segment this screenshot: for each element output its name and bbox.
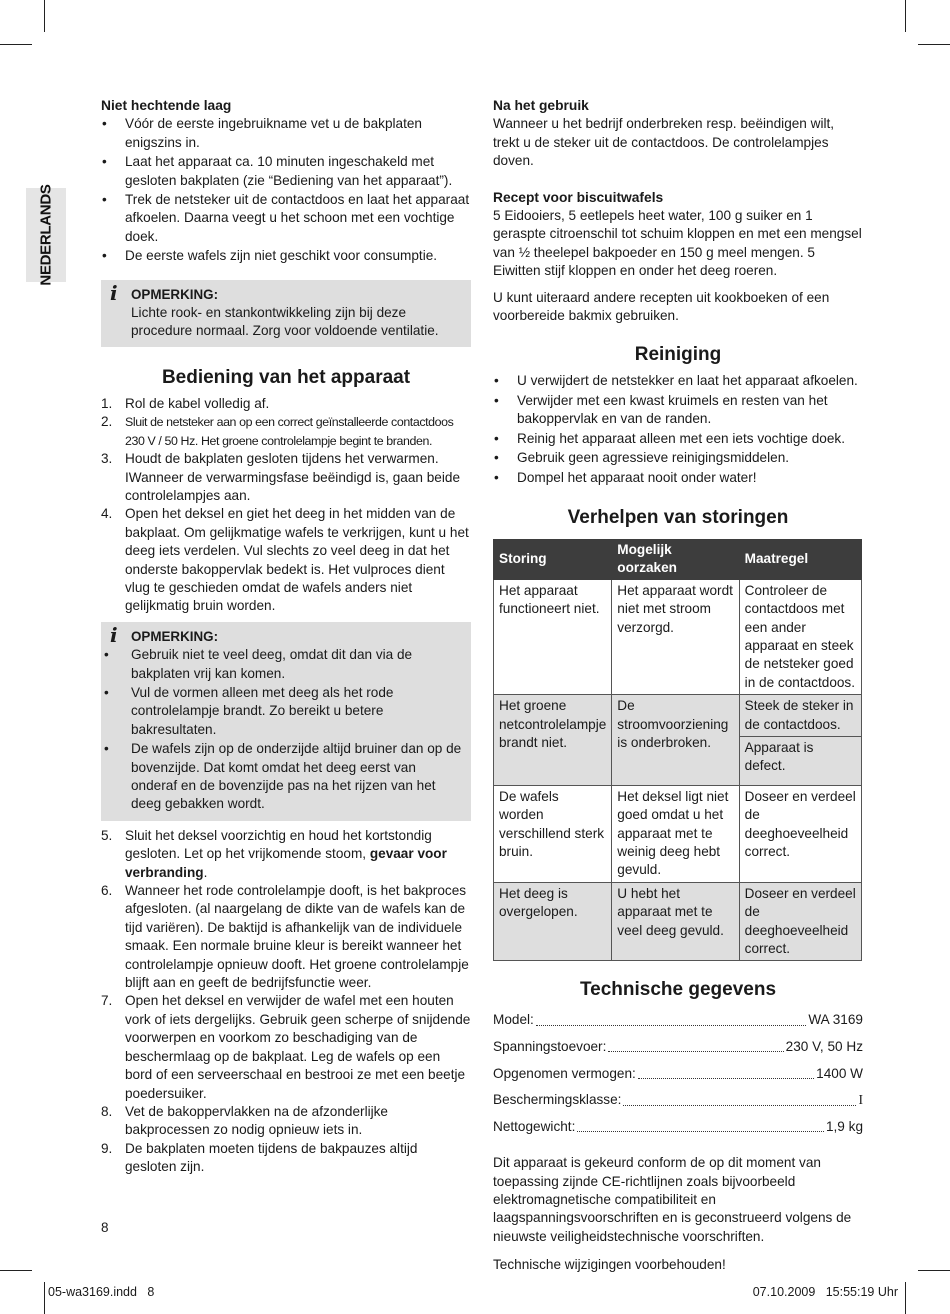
crop-mark (44, 0, 45, 32)
list-item: 3. Houdt de bakplaten gesloten tijdens het verwarmen. IWanneer de verwarmingsfase beëindigd is, gaan beide controlelampjes aan. (101, 451, 461, 503)
spec-label: Nettogewicht: (493, 1118, 576, 1134)
list-item: • U verwijdert de netstekker en laat het apparaat afkoelen. (493, 372, 863, 390)
changes-text: Technische wijzigingen voorbehouden! (493, 1257, 726, 1273)
note-list (103, 646, 465, 814)
leader-dots (536, 1025, 807, 1026)
spec-row (493, 1065, 863, 1083)
spec-value: 1,9 kg (825, 1118, 863, 1134)
section-title-technical-data: Technische gegevens (579, 979, 777, 1001)
table-cell: Het deeg is overgelopen. (494, 882, 612, 961)
leader-dots (577, 1131, 824, 1132)
table-row (494, 882, 862, 961)
spec-row (493, 1091, 863, 1109)
table-row (494, 695, 862, 737)
spec-value: WA 3169 (808, 1012, 863, 1028)
spec-label: Model: (493, 1012, 534, 1028)
list-item: • Reinig het apparaat alleen met een iets vochtige doek. (493, 430, 863, 448)
list-item: • Gebruik niet te veel deeg, omdat dit dan via de bakplaten vrij kan komen. (103, 646, 465, 683)
non-stick-list (101, 115, 471, 265)
table-cell: U hebt het apparaat met te veel deeg gevuld. (612, 882, 739, 961)
operation-steps (101, 395, 471, 616)
section-title-non-stick: Niet hechtende laag (101, 98, 232, 113)
left-column (101, 97, 471, 1177)
list-item: • Vóór de eerste ingebruikname vet u de bakplaten enigszins in. (101, 115, 471, 152)
spec-row (493, 1038, 863, 1056)
list-item: • De wafels zijn op de onderzijde altijd bruiner dan op de bovenzijde. Dat komt omdat het deeg eerst van onderaf en de bovenzijde pas na het rijzen van het deeg gebakken wordt. (103, 740, 465, 814)
note-title: OPMERKING: (131, 286, 219, 302)
info-icon: i (110, 280, 118, 305)
recipe-text: 5 Eidooiers, 5 eetlepels heet water, 100 g suiker en 1 geraspte citroenschil tot schuim kloppen en met een mengsel van ½ theelepel bakpoeder en 150 g meel mengen. 5 Eiwitten stijf kloppen en onder het deeg roeren. (493, 208, 862, 279)
right-column (493, 97, 863, 1275)
spec-label: Spanningstoevoer: (493, 1039, 607, 1055)
table-cell: Het deksel ligt niet goed omdat u het apparaat met te weinig deeg hebt gevuld. (612, 785, 739, 882)
spec-label: Opgenomen vermogen: (493, 1065, 636, 1081)
table-cell: Apparaat is defect. (739, 736, 861, 785)
after-use-text: Wanneer u het bedrijf onderbreken resp. beëindigen wilt, trekt u de steker uit de contactdoos. De controlelampjes doven. (493, 116, 835, 169)
operation-steps-continued (101, 827, 471, 1177)
table-header: Mogelijk oorzaken (612, 539, 739, 579)
note-box (101, 280, 471, 347)
troubleshooting-table (493, 539, 862, 962)
section-title-operation: Bediening van het apparaat (161, 366, 411, 388)
crop-mark (905, 1282, 906, 1314)
table-cell: Het groene netcontrolelampje brandt niet. (494, 695, 612, 786)
list-item: 9. De bakplaten moeten tijdens de bakpauzes altijd gesloten zijn. (101, 1140, 418, 1175)
section-title-troubleshooting: Verhelpen van storingen (567, 506, 789, 528)
table-cell: De wafels worden verschillend sterk bruin. (494, 785, 612, 882)
table-header-row (494, 539, 862, 579)
table-header: Maatregel (739, 539, 861, 579)
table-cell: Doseer en verdeel de deeghoeveelheid correct. (739, 785, 861, 882)
table-cell: Het apparaat wordt niet met stroom verzorgd. (612, 579, 739, 694)
table-row (494, 579, 862, 694)
footer-file: 05-wa3169.indd 8 (48, 1285, 155, 1299)
list-item: 7. Open het deksel en verwijder de wafel met een houten vork of iets dergelijks. Gebruik geen scherpe of snijdende voorwerpen en voorkom zo beschadiging van de beschermlaag op de bakplaat. Leg de wafels op een bord of een serveerschaal en bestrooi ze met een beetje poedersuiker. (101, 993, 471, 1101)
spec-list (493, 1011, 863, 1136)
spec-value: I (858, 1092, 863, 1108)
table-cell: Doseer en verdeel de deeghoeveelheid correct. (739, 882, 861, 961)
crop-mark (44, 1282, 45, 1314)
table-row (494, 785, 862, 882)
language-tab-label: NEDERLANDS (37, 184, 55, 286)
list-item: • Vul de vormen alleen met deeg als het rode controlelampje brandt. Zo bereikt u betere bakresultaten. (103, 684, 465, 739)
section-title-after-use: Na het gebruik (493, 98, 589, 113)
list-item: 6. Wanneer het rode controlelampje dooft, is het bakproces afgesloten. (al naargelang de dikte van de wafels kan de tijd variëren). De baktijd is afhankelijk van de individuele smaak. Een normale bruine kleur is bereikt wanneer het controlelampje opnieuw dooft. Het groene controlelampje blijft aan en geeft de bedrijfsfunctie weer. (101, 883, 469, 991)
list-item: • Laat het apparaat ca. 10 minuten ingeschakeld met gesloten bakplaten (zie “Bediening van het apparaat”). (101, 153, 471, 190)
table-cell: Het apparaat functioneert niet. (494, 579, 612, 694)
language-tab (26, 184, 66, 286)
recipe-text-2: U kunt uiteraard andere recepten uit kookboeken of een voorbereide bakmix gebruiken. (493, 289, 830, 324)
list-item: • Gebruik geen agressieve reinigingsmiddelen. (493, 449, 863, 467)
spec-label: Beschermingsklasse: (493, 1092, 622, 1108)
list-item: • Dompel het apparaat nooit onder water! (493, 469, 863, 487)
list-item: • De eerste wafels zijn niet geschikt voor consumptie. (101, 247, 471, 265)
note-box (101, 622, 471, 821)
leader-dots (608, 1051, 783, 1052)
table-cell: Controleer de contactdoos met een ander apparaat en steek de netsteker goed in de contactdoos. (739, 579, 861, 694)
leader-dots (638, 1078, 814, 1079)
spec-row (493, 1011, 863, 1029)
list-item: 5. Sluit het deksel voorzichtig en houd het kortstondig gesloten. Let op het vrijkomende stoom, gevaar voor verbranding. (101, 827, 447, 880)
crop-mark (918, 1270, 950, 1271)
crop-mark (918, 44, 950, 45)
footer-timestamp: 07.10.2009 15:55:19 Uhr (752, 1285, 898, 1299)
crop-mark (0, 44, 32, 45)
table-cell: Steek de steker in de contactdoos. (739, 695, 861, 737)
list-item: 8. Vet de bakoppervlakken na de afzonderlijke bakprocessen zo nodig opnieuw iets in. (101, 1103, 388, 1138)
ce-text: Dit apparaat is gekeurd conform de op dit moment van toepassing zijnde CE-richtlijnen zoals bijvoorbeeld elektromagnetische compatibiliteit en laagspanningsvoorschriften en is geconstrueerd volgens de nieuwste veiligheidstechnische voorschriften. (493, 1155, 852, 1244)
list-item: • Verwijder met een kwast kruimels en resten van het bakoppervlak en van de randen. (493, 392, 863, 429)
spec-value: 230 V, 50 Hz (785, 1039, 863, 1055)
list-item: • Trek de netsteker uit de contactdoos en laat het apparaat afkoelen. Daarna veegt u het schoon met een vochtige doek. (101, 191, 471, 246)
table-header: Storing (494, 539, 612, 579)
list-item: 1. Rol de kabel volledig af. (101, 395, 270, 411)
section-title-recipe: Recept voor biscuitwafels (493, 189, 664, 205)
page-number: 8 (101, 1220, 109, 1235)
list-item: 4. Open het deksel en giet het deeg in het midden van de bakplaat. Om gelijkmatige wafels te verkrijgen, kunt u het deeg iets verdelen. Vul slechts zo veel deeg in dat het onderste bakoppervlak bedekt is. Het vulproces dient vlug te geschieden omdat de wafels anders niet gelijkmatig bruin worden. (101, 506, 469, 614)
crop-mark (0, 1270, 32, 1271)
note-text: Lichte rook- en stankontwikkeling zijn bij deze procedure normaal. Zorg voor voldoende ventilatie. (131, 305, 439, 339)
spec-value: 1400 W (816, 1065, 863, 1081)
crop-mark (905, 0, 906, 32)
cleaning-list (493, 372, 863, 486)
list-item: 2. Sluit de netsteker aan op een correct geïnstalleerde contactdoos 230 V / 50 Hz. Het groene controlelampje begint te branden. (101, 414, 454, 448)
note-title: OPMERKING: (131, 628, 219, 644)
leader-dots (623, 1105, 856, 1106)
spec-row (493, 1118, 863, 1136)
section-title-cleaning: Reiniging (634, 344, 722, 366)
table-cell: De stroomvoorziening is onderbroken. (612, 695, 739, 786)
info-icon: i (110, 622, 118, 647)
